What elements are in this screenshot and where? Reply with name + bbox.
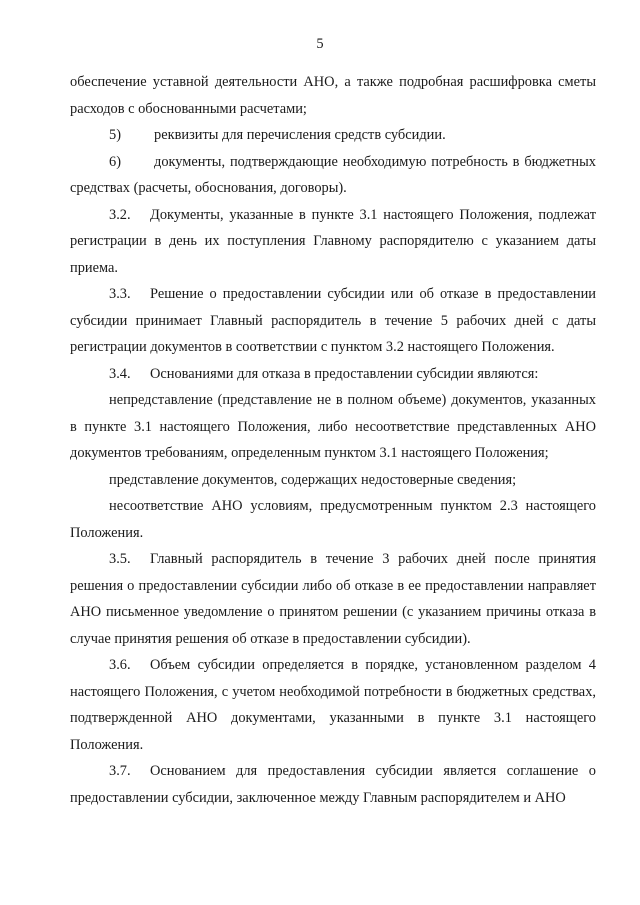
- paragraph-refusal-reason-1: непредставление (представление не в полном объеме) документов, указанных в пункте 3.1 настоящего Положения, либо несоответствие представленных АНО документов требованиям, определенным пунктом 3.1 настоящего Положения;: [70, 392, 596, 461]
- document-body: [70, 69, 596, 811]
- list-item-5: [70, 122, 596, 149]
- clause-3-3: [70, 281, 596, 361]
- clause-text: Основанием для предоставления субсидии является соглашение о предоставлении субсидии, заключенное между Главным распорядителем и АНО: [70, 763, 596, 806]
- clause-number: 3.3.: [109, 286, 131, 302]
- list-item-number: 6): [109, 153, 121, 170]
- clause-3-6: [70, 652, 596, 758]
- clause-text: Объем субсидии определяется в порядке, установленном разделом 4 настоящего Положения, с учетом необходимой потребности в бюджетных средствах, подтвержденной АНО документами, указанными в пункте 3.1 настоящего Положения.: [70, 657, 596, 753]
- paragraph-continuation: обеспечение уставной деятельности АНО, а также подробная расшифровка сметы расходов с обоснованными расчетами;: [70, 74, 596, 117]
- clause-number: 3.6.: [109, 657, 131, 673]
- list-item-text: реквизиты для перечисления средств субсидии.: [154, 127, 446, 143]
- paragraph-refusal-reason-3: несоответствие АНО условиям, предусмотренным пунктом 2.3 настоящего Положения.: [70, 498, 596, 541]
- clause-number: 3.7.: [109, 763, 131, 779]
- clause-3-2: [70, 202, 596, 282]
- list-item-6: [70, 149, 596, 202]
- clause-text: Документы, указанные в пункте 3.1 настоящего Положения, подлежат регистрации в день их поступления Главному распорядителю с указанием даты приема.: [70, 206, 596, 276]
- clause-3-7: [70, 758, 596, 811]
- clause-number: 3.5.: [109, 551, 131, 567]
- list-item-number: 5): [109, 127, 121, 143]
- list-item-text: документы, подтверждающие необходимую потребность в бюджетных средствах (расчеты, обоснования, договоры).: [70, 153, 596, 196]
- clause-3-5: [70, 546, 596, 652]
- clause-number: 3.4.: [109, 365, 131, 382]
- page-number: 5: [316, 36, 324, 52]
- clause-3-4: [70, 361, 596, 388]
- clause-number: 3.2.: [109, 206, 131, 223]
- paragraph-refusal-reason-2: представление документов, содержащих недостоверные сведения;: [109, 471, 517, 488]
- clause-text: Основаниями для отказа в предоставлении субсидии являются:: [150, 365, 539, 382]
- clause-text: Главный распорядитель в течение 3 рабочих дней после принятия решения о предоставлении субсидии либо об отказе в ее предоставлении направляет АНО письменное уведомление о принятом решении (с указанием причины отказа в случае принятия решения об отказе в предоставлении субсидии).: [70, 551, 596, 647]
- clause-text: Решение о предоставлении субсидии или об отказе в предоставлении субсидии принимает Главный распорядитель в течение 5 рабочих дней с даты регистрации документов в соответствии с пунктом 3.2 настоящего Положения.: [70, 286, 596, 355]
